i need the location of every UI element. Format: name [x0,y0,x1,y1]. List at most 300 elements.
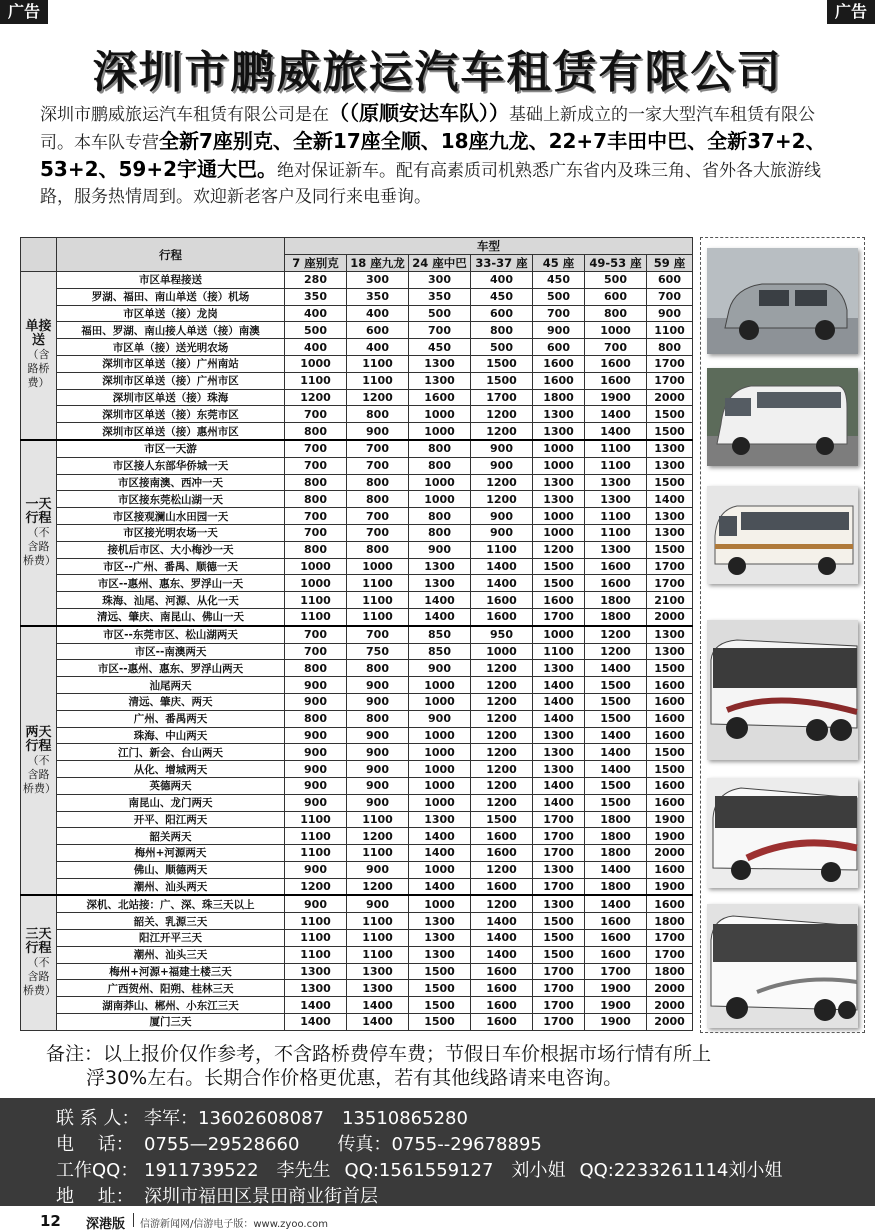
price-cell: 1300 [647,643,693,660]
price-cell: 1200 [471,777,533,794]
price-cell: 1200 [471,761,533,778]
price-cell: 800 [409,440,471,457]
vehicle-type-header: 45 座 [533,255,585,272]
price-cell: 2000 [647,980,693,997]
footer-divider [133,1213,134,1227]
price-cell: 900 [471,524,533,541]
price-cell: 1100 [285,913,347,930]
intro-text-1: 深圳市鹏威旅运汽车租赁有限公司是在 [40,105,329,125]
price-cell: 1500 [533,913,585,930]
section-label [21,626,57,896]
price-cell: 1100 [347,946,409,963]
price-cell: 1300 [585,491,647,508]
price-cell: 1100 [347,575,409,592]
route-cell: 深圳市区单送（接）广州市区 [57,372,285,389]
price-cell: 800 [347,491,409,508]
price-cell: 1100 [285,372,347,389]
price-cell: 1100 [347,355,409,372]
price-cell: 1700 [533,828,585,845]
contact-address-label: 地 址： [56,1186,134,1207]
price-cell: 1500 [409,980,471,997]
table-row [21,677,693,694]
price-cell: 1100 [585,457,647,474]
price-cell: 900 [347,761,409,778]
contact-qq-2: QQ:1561559127 刘小姐 [344,1160,566,1181]
route-cell: 梅州+河源+福建土楼三天 [57,963,285,980]
section-label [21,895,57,1030]
price-cell: 1600 [471,997,533,1014]
price-cell: 1200 [471,727,533,744]
price-cell: 1600 [647,777,693,794]
table-row [21,457,693,474]
route-cell: 潮州、汕头两天 [57,878,285,895]
price-cell: 1600 [647,895,693,912]
price-cell: 1300 [347,980,409,997]
contact-person-label: 联 系 人： [56,1108,140,1129]
corner-cell [21,238,57,272]
route-cell: 深圳市区单送（接）东莞市区 [57,406,285,423]
price-cell: 1400 [347,1014,409,1031]
price-cell: 1700 [647,372,693,389]
price-cell: 1400 [533,710,585,727]
price-cell: 800 [585,305,647,322]
price-cell: 700 [347,626,409,643]
price-cell: 1600 [471,845,533,862]
price-cell: 1500 [585,677,647,694]
price-cell: 1500 [471,372,533,389]
price-cell: 1000 [409,423,471,440]
price-cell: 700 [285,626,347,643]
intro-highlight-1: （（原顺安达车队）） [329,101,509,125]
price-cell: 400 [285,305,347,322]
price-cell: 900 [285,895,347,912]
price-cell: 1300 [533,474,585,491]
coach-59-photo [707,904,858,1028]
route-cell: 市区单送（接）龙岗 [57,305,285,322]
price-cell: 1200 [471,474,533,491]
vehicle-type-header: 18 座九龙 [347,255,409,272]
price-cell: 1900 [585,980,647,997]
table-row [21,389,693,406]
remarks-line-2: 浮30%左右。长期合作价格更优惠，若有其他线路请来电咨询。 [86,1067,623,1089]
price-cell: 1800 [585,828,647,845]
price-cell: 700 [533,305,585,322]
vehicle-type-header: 59 座 [647,255,693,272]
price-cell: 2000 [647,997,693,1014]
price-cell: 1700 [647,355,693,372]
price-cell: 900 [285,777,347,794]
contact-person-value: 李军：13602608087 13510865280 [144,1108,468,1129]
price-cell: 1400 [585,744,647,761]
price-cell: 1900 [647,828,693,845]
contact-panel [0,1098,875,1206]
vehicle-type-header: 7 座别克 [285,255,347,272]
price-cell: 1700 [647,930,693,947]
site-credit: 信游新闻网/信游电子版：www.zyoo.com [140,1219,328,1230]
price-cell: 400 [471,272,533,289]
edition-label: 深港版 [86,1217,126,1232]
price-cell: 1400 [585,660,647,677]
price-cell: 450 [409,339,471,356]
table-row [21,440,693,457]
price-cell: 900 [347,677,409,694]
price-cell: 1100 [285,845,347,862]
price-cell: 1100 [347,930,409,947]
contact-qq-line [56,1156,782,1182]
price-cell: 1400 [647,491,693,508]
price-cell: 1000 [409,474,471,491]
price-cell: 1500 [471,355,533,372]
price-cell: 1200 [471,406,533,423]
route-cell: 市区--广州、番禺、顺德一天 [57,558,285,575]
price-cell: 1000 [285,355,347,372]
table-row [21,643,693,660]
price-cell: 1100 [585,440,647,457]
price-cell: 1700 [533,811,585,828]
price-cell: 900 [347,693,409,710]
table-row [21,930,693,947]
price-cell: 1400 [585,423,647,440]
price-cell: 900 [471,440,533,457]
price-cell: 1400 [471,558,533,575]
price-cell: 1300 [533,895,585,912]
price-cell: 1600 [471,980,533,997]
price-cell: 800 [409,457,471,474]
price-cell: 1500 [647,423,693,440]
price-cell: 1000 [409,895,471,912]
table-row [21,508,693,525]
table-row [21,592,693,609]
price-cell: 500 [285,322,347,339]
price-cell: 1100 [285,811,347,828]
price-cell: 1200 [471,794,533,811]
route-cell: 接机后市区、大小梅沙一天 [57,541,285,558]
price-cell: 800 [285,474,347,491]
price-cell: 1000 [533,457,585,474]
price-cell: 1700 [533,608,585,625]
price-cell: 1100 [585,508,647,525]
price-cell: 350 [347,288,409,305]
price-cell: 1000 [533,626,585,643]
price-cell: 1500 [533,930,585,947]
route-cell: 英德两天 [57,777,285,794]
price-cell: 1600 [585,575,647,592]
price-cell: 700 [285,406,347,423]
route-cell: 深机、北站接：广、深、珠三天以上 [57,895,285,912]
vehicle-type-header: 24 座中巴 [409,255,471,272]
price-cell: 900 [409,541,471,558]
route-cell: 深圳市区单送（接）珠海 [57,389,285,406]
price-cell: 2100 [647,592,693,609]
price-cell: 1800 [585,608,647,625]
price-cell: 600 [471,305,533,322]
price-cell: 1700 [647,558,693,575]
price-cell: 1700 [533,997,585,1014]
price-cell: 1400 [471,946,533,963]
route-cell: 清远、肇庆、两天 [57,693,285,710]
contact-qq-label: 工作QQ： [56,1160,139,1181]
table-row [21,626,693,643]
table-row [21,423,693,440]
price-cell: 700 [409,322,471,339]
route-cell: 佛山、顺德两天 [57,861,285,878]
price-cell: 1500 [585,693,647,710]
price-cell: 600 [647,272,693,289]
route-cell: 市区单程接送 [57,272,285,289]
price-cell: 1400 [533,693,585,710]
table-row [21,305,693,322]
price-cell: 1400 [347,997,409,1014]
price-cell: 1600 [533,372,585,389]
price-cell: 1000 [585,322,647,339]
price-cell: 400 [347,339,409,356]
price-cell: 1600 [647,677,693,694]
price-cell: 1600 [409,389,471,406]
contact-phone-value: 0755—29528660 [144,1134,300,1155]
table-row [21,828,693,845]
section-note: （不含路桥费） [23,753,56,795]
price-cell: 1600 [585,946,647,963]
table-row [21,710,693,727]
price-cell: 500 [471,339,533,356]
price-cell: 1900 [585,997,647,1014]
section-note: （不含路桥费） [23,956,56,998]
route-cell: 珠海、中山两天 [57,727,285,744]
table-row [21,608,693,625]
price-cell: 1100 [347,372,409,389]
price-cell: 1000 [285,575,347,592]
route-cell: 市区接观澜山水田园一天 [57,508,285,525]
table-row [21,1014,693,1031]
price-cell: 1300 [533,761,585,778]
price-cell: 800 [471,322,533,339]
price-cell: 900 [471,508,533,525]
coach-53-photo [707,778,858,888]
price-cell: 700 [347,524,409,541]
price-cell: 900 [347,744,409,761]
price-cell: 1400 [471,913,533,930]
route-cell: 市区接光明农场一天 [57,524,285,541]
price-cell: 1300 [409,946,471,963]
route-cell: 开平、阳江两天 [57,811,285,828]
price-cell: 800 [409,508,471,525]
price-cell: 1100 [285,608,347,625]
table-row [21,980,693,997]
price-cell: 1300 [409,913,471,930]
price-cell: 700 [285,524,347,541]
price-cell: 800 [347,710,409,727]
section-name: 单接送 [25,319,52,349]
price-cell: 600 [347,322,409,339]
price-cell: 1500 [647,474,693,491]
price-cell: 800 [285,423,347,440]
table-row [21,491,693,508]
price-cell: 1900 [585,1014,647,1031]
vehicle-type-header: 33-37 座 [471,255,533,272]
route-cell: 南昆山、龙门两天 [57,794,285,811]
price-cell: 1400 [409,845,471,862]
route-header: 行程 [57,238,285,272]
price-cell: 300 [409,272,471,289]
price-cell: 1600 [647,861,693,878]
route-cell: 珠海、汕尾、河源、从化一天 [57,592,285,609]
contact-fax-value: 0755--29678895 [391,1134,542,1155]
price-cell: 1000 [409,727,471,744]
price-cell: 1300 [647,524,693,541]
price-cell: 2000 [647,389,693,406]
price-cell: 1000 [471,643,533,660]
table-row [21,660,693,677]
price-cell: 700 [347,440,409,457]
route-cell: 韶关、乳源三天 [57,913,285,930]
price-cell: 1600 [471,592,533,609]
vehicle-type-header: 49-53 座 [585,255,647,272]
price-cell: 1500 [647,541,693,558]
vehicle-photo-column [700,237,865,1033]
price-cell: 1300 [409,355,471,372]
route-cell: 江门、新会、台山两天 [57,744,285,761]
vehicle-header: 车型 [285,238,693,255]
price-cell: 700 [285,508,347,525]
price-cell: 1300 [347,963,409,980]
price-cell: 1400 [585,895,647,912]
price-cell: 900 [409,660,471,677]
price-cell: 1300 [285,963,347,980]
route-cell: 深圳市区单送（接）惠州市区 [57,423,285,440]
contact-fax-label: 传真： [337,1134,392,1155]
price-cell: 800 [409,524,471,541]
price-cell: 1300 [533,744,585,761]
contact-address-value: 深圳市福田区景田商业街首层 [144,1186,378,1207]
price-cell: 800 [347,474,409,491]
price-cell: 1300 [409,558,471,575]
price-cell: 700 [285,457,347,474]
table-row [21,963,693,980]
price-cell: 1200 [585,643,647,660]
price-cell: 450 [533,272,585,289]
price-cell: 1300 [533,406,585,423]
price-cell: 1100 [285,946,347,963]
price-cell: 1800 [585,592,647,609]
price-cell: 800 [285,541,347,558]
coaster-photo [707,486,858,584]
table-row [21,575,693,592]
price-cell: 1400 [409,828,471,845]
price-cell: 1500 [533,558,585,575]
intro-text-2: 基础上新成立的一家大型汽车租赁有限公司。本车队专营 [40,105,815,153]
price-cell: 1700 [585,963,647,980]
price-cell: 1600 [533,592,585,609]
table-row [21,997,693,1014]
price-cell: 1600 [585,558,647,575]
price-table [20,237,693,1031]
price-cell: 1900 [647,811,693,828]
price-cell: 400 [285,339,347,356]
route-cell: 市区接东莞松山湖一天 [57,491,285,508]
price-cell: 1200 [471,677,533,694]
table-row [21,541,693,558]
table-row [21,761,693,778]
price-cell: 1000 [409,693,471,710]
price-cell: 1100 [347,608,409,625]
price-cell: 1600 [471,878,533,895]
price-cell: 1200 [347,878,409,895]
price-cell: 1500 [409,997,471,1014]
price-cell: 1400 [285,997,347,1014]
price-cell: 1300 [409,372,471,389]
route-cell: 市区接南澳、西冲一天 [57,474,285,491]
price-cell: 900 [285,677,347,694]
price-cell: 1600 [647,727,693,744]
price-cell: 1400 [533,777,585,794]
minibus-photo [707,368,858,466]
route-cell: 阳江开平三天 [57,930,285,947]
price-cell: 400 [347,305,409,322]
price-cell: 1100 [471,541,533,558]
price-cell: 1000 [409,744,471,761]
price-cell: 1100 [285,828,347,845]
table-row [21,861,693,878]
price-cell: 1000 [533,508,585,525]
price-cell: 1000 [409,861,471,878]
price-cell: 1500 [647,660,693,677]
table-row [21,558,693,575]
price-cell: 1200 [471,660,533,677]
table-row [21,272,693,289]
price-cell: 800 [347,660,409,677]
route-cell: 湖南莽山、郴州、小东江三天 [57,997,285,1014]
price-cell: 1600 [585,372,647,389]
remarks-line-1: 备注：以上报价仅作参考，不含路桥费停车费；节假日车价根据市场行情有所上 [46,1043,712,1065]
price-cell: 1000 [409,794,471,811]
price-cell: 1200 [533,541,585,558]
table-row [21,406,693,423]
section-note: （含路桥费） [27,348,50,390]
price-cell: 500 [409,305,471,322]
page-number: 12 [40,1212,61,1230]
table-row [21,372,693,389]
table-row [21,777,693,794]
price-cell: 1700 [471,389,533,406]
route-cell: 深圳市区单送（接）广州南站 [57,355,285,372]
intro-text-3: 绝对保证新车。配有高素质司机熟悉广东省内及珠三角、省外各大旅游线路，服务热情周到。欢迎新老客户及同行来电垂询。 [40,161,822,207]
price-cell: 1500 [647,744,693,761]
table-row [21,288,693,305]
route-cell: 福田、罗湖、南山接人单送（接）南澳 [57,322,285,339]
price-cell: 2000 [647,1014,693,1031]
price-cell: 1700 [647,575,693,592]
price-cell: 900 [285,744,347,761]
price-cell: 1400 [471,575,533,592]
table-row [21,355,693,372]
ad-label-left: 广告 [0,0,48,24]
route-cell: 汕尾两天 [57,677,285,694]
price-cell: 1800 [533,389,585,406]
price-cell: 1000 [409,761,471,778]
price-cell: 1700 [533,963,585,980]
price-cell: 500 [533,288,585,305]
price-cell: 900 [347,727,409,744]
price-cell: 700 [647,288,693,305]
price-cell: 850 [409,643,471,660]
price-cell: 700 [347,457,409,474]
price-cell: 1600 [647,693,693,710]
price-cell: 1200 [471,423,533,440]
price-cell: 900 [533,322,585,339]
table-row [21,339,693,356]
contact-phone-line [56,1130,542,1156]
price-cell: 1800 [585,845,647,862]
